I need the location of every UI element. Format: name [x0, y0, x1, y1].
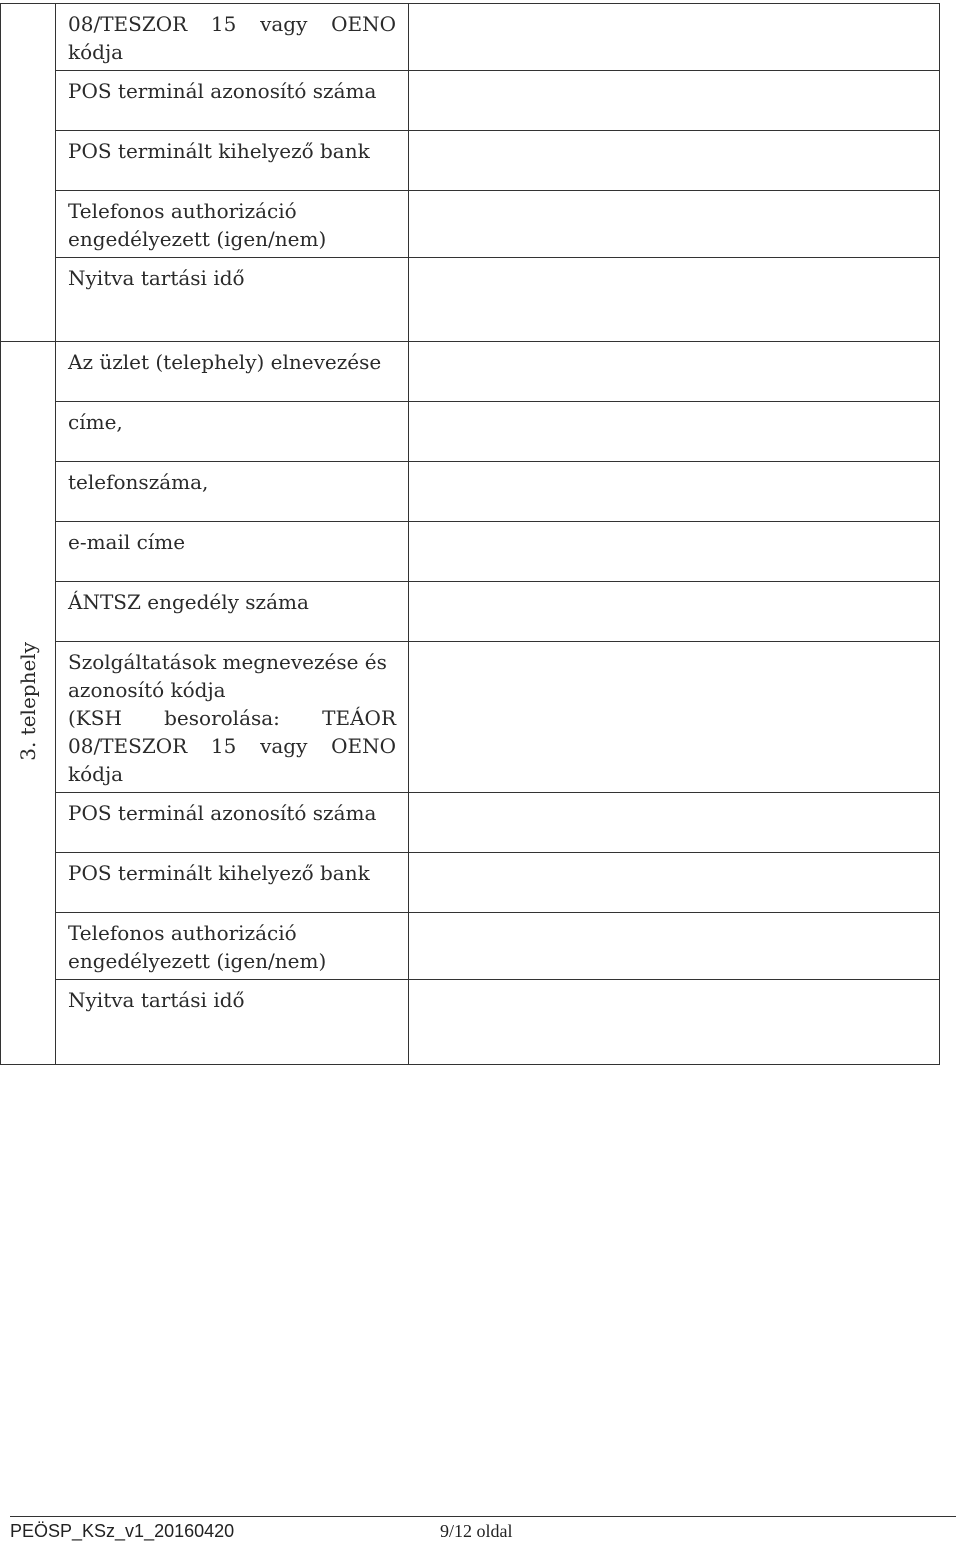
value-cell[interactable]	[409, 342, 940, 402]
value-cell[interactable]	[409, 462, 940, 522]
value-cell[interactable]	[409, 71, 940, 131]
table-row	[1, 71, 940, 131]
label-line: címe,	[68, 410, 123, 434]
label-line: kódja	[68, 40, 124, 64]
row-label-pos-bank	[56, 131, 409, 191]
label-line: Telefonos authorizáció	[68, 921, 297, 945]
label-line: e-mail címe	[68, 530, 186, 554]
value-cell[interactable]	[409, 402, 940, 462]
row-label-shop-name	[56, 342, 409, 402]
label-line: Szolgáltatások megnevezése és	[68, 650, 387, 674]
label-line: engedélyezett (igen/nem)	[68, 227, 327, 251]
label-line: Nyitva tartási idő	[68, 988, 245, 1012]
table-row	[1, 342, 940, 402]
side-cell-site-3	[1, 342, 56, 1065]
table-row	[1, 582, 940, 642]
row-label-opening-hours	[56, 980, 409, 1065]
table-row	[1, 402, 940, 462]
row-label-address	[56, 402, 409, 462]
table-row	[1, 853, 940, 913]
label-line: POS terminál azonosító száma	[68, 79, 377, 103]
label-line: POS terminált kihelyező bank	[68, 861, 370, 885]
row-label-phone-auth	[56, 191, 409, 258]
table-row	[1, 462, 940, 522]
value-cell[interactable]	[409, 853, 940, 913]
row-label-pos-id	[56, 793, 409, 853]
row-label-teszor	[56, 4, 409, 71]
row-label-antsz	[56, 582, 409, 642]
page-number: 9/12 oldal	[440, 1521, 513, 1541]
label-line: ÁNTSZ engedély száma	[68, 590, 309, 614]
value-cell[interactable]	[409, 642, 940, 793]
label-line: POS terminált kihelyező bank	[68, 139, 370, 163]
row-label-pos-bank	[56, 853, 409, 913]
value-cell[interactable]	[409, 793, 940, 853]
value-cell[interactable]	[409, 258, 940, 342]
label-line: POS terminál azonosító száma	[68, 801, 377, 825]
site-data-table	[0, 3, 940, 1065]
table-row	[1, 980, 940, 1065]
label-line: Az üzlet (telephely) elnevezése	[68, 350, 382, 374]
table-row	[1, 4, 940, 71]
label-line: (KSH besorolása: TEÁOR	[68, 706, 396, 730]
label-line: Telefonos authorizáció	[68, 199, 297, 223]
value-cell[interactable]	[409, 913, 940, 980]
value-cell[interactable]	[409, 980, 940, 1065]
row-label-services	[56, 642, 409, 793]
value-cell[interactable]	[409, 4, 940, 71]
table-row	[1, 642, 940, 793]
value-cell[interactable]	[409, 582, 940, 642]
label-line: engedélyezett (igen/nem)	[68, 949, 327, 973]
row-label-email	[56, 522, 409, 582]
table-row	[1, 522, 940, 582]
row-label-pos-id	[56, 71, 409, 131]
table-row	[1, 793, 940, 853]
document-id: PEÖSP_KSz_v1_20160420	[10, 1521, 235, 1541]
label-line: telefonszáma,	[68, 470, 209, 494]
side-label-site-3: 3. telephely	[16, 642, 40, 761]
label-line: Nyitva tartási idő	[68, 266, 245, 290]
label-line: 08/TESZOR 15 vagy OENO	[68, 734, 396, 758]
label-line: azonosító kódja	[68, 678, 226, 702]
table-row	[1, 258, 940, 342]
row-label-phone	[56, 462, 409, 522]
row-label-opening-hours	[56, 258, 409, 342]
value-cell[interactable]	[409, 131, 940, 191]
value-cell[interactable]	[409, 191, 940, 258]
page-footer	[10, 1516, 956, 1541]
row-label-phone-auth	[56, 913, 409, 980]
label-line: 08/TESZOR 15 vagy OENO	[68, 12, 396, 36]
table-row	[1, 131, 940, 191]
side-cell-previous	[1, 4, 56, 342]
value-cell[interactable]	[409, 522, 940, 582]
table-row	[1, 913, 940, 980]
table-row	[1, 191, 940, 258]
label-line: kódja	[68, 762, 124, 786]
